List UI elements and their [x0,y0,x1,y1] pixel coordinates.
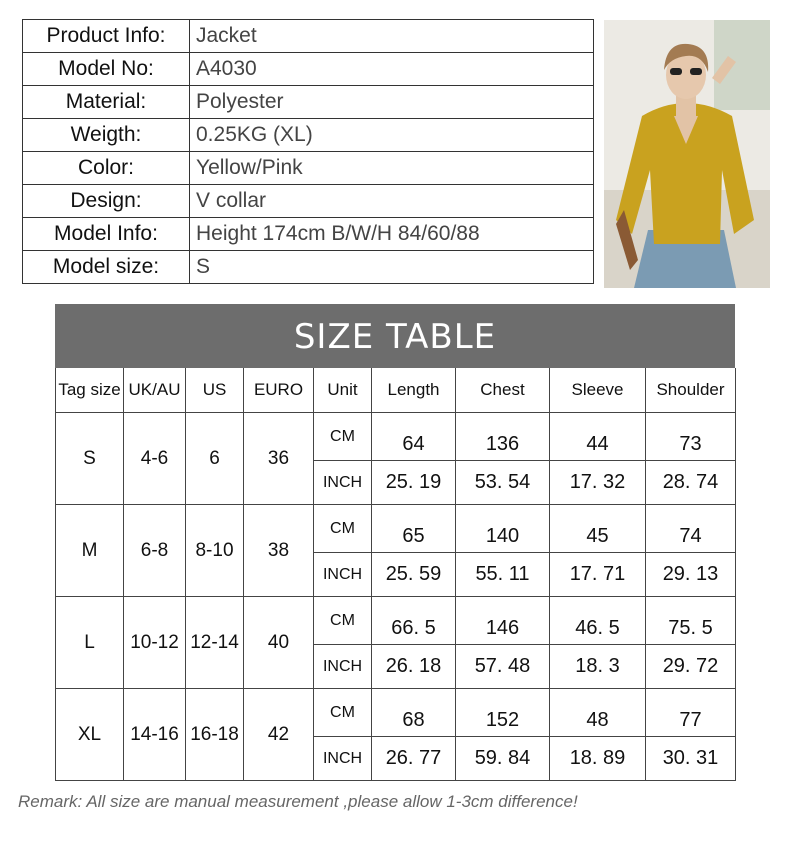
product-info-value: Polyester [190,86,594,119]
us-cell: 12-14 [186,597,244,689]
shoulder-inch-cell: 30. 31 [646,737,736,781]
product-info-row [23,119,594,152]
tag-size-cell: S [56,413,124,505]
product-info-table [22,19,594,284]
product-info-value: V collar [190,185,594,218]
size-row-cm [56,505,736,553]
unit-inch-cell: INCH [314,553,372,597]
sleeve-inch-cell: 17. 32 [550,461,646,505]
header-us: US [186,368,244,413]
size-table-title: SIZE TABLE [55,304,735,368]
uk-au-cell: 6-8 [124,505,186,597]
remark-note: Remark: All size are manual measurement ,please allow 1-3cm difference! [18,792,578,811]
euro-cell: 38 [244,505,314,597]
product-info-value: Height 174cm B/W/H 84/60/88 [190,218,594,251]
length-cm-cell: 66. 5 [372,597,456,645]
length-inch-cell: 25. 19 [372,461,456,505]
header-chest: Chest [456,368,550,413]
shoulder-inch-cell: 29. 72 [646,645,736,689]
unit-inch-cell: INCH [314,737,372,781]
size-row-cm [56,597,736,645]
shoulder-cm-cell: 75. 5 [646,597,736,645]
shoulder-inch-cell: 28. 74 [646,461,736,505]
sleeve-cm-cell: 46. 5 [550,597,646,645]
product-info-row [23,86,594,119]
sleeve-cm-cell: 44 [550,413,646,461]
size-row-cm [56,689,736,737]
product-info-label: Weigth: [23,119,190,152]
tag-size-cell: L [56,597,124,689]
chest-cm-cell: 146 [456,597,550,645]
chest-inch-cell: 55. 11 [456,553,550,597]
sleeve-inch-cell: 17. 71 [550,553,646,597]
chest-inch-cell: 57. 48 [456,645,550,689]
header-shoulder: Shoulder [646,368,736,413]
product-info-value: S [190,251,594,284]
tag-size-cell: XL [56,689,124,781]
length-cm-cell: 65 [372,505,456,553]
uk-au-cell: 14-16 [124,689,186,781]
product-info-row [23,20,594,53]
product-info-row [23,218,594,251]
unit-cm-cell: CM [314,597,372,645]
us-cell: 6 [186,413,244,505]
header-length: Length [372,368,456,413]
product-info-label: Model size: [23,251,190,284]
product-info-label: Model No: [23,53,190,86]
length-cm-cell: 64 [372,413,456,461]
header-euro: EURO [244,368,314,413]
euro-cell: 36 [244,413,314,505]
uk-au-cell: 4-6 [124,413,186,505]
model-photo [604,20,770,288]
product-info-label: Color: [23,152,190,185]
sleeve-cm-cell: 48 [550,689,646,737]
size-row-cm [56,413,736,461]
product-info-row [23,53,594,86]
uk-au-cell: 10-12 [124,597,186,689]
unit-inch-cell: INCH [314,461,372,505]
product-info-label: Material: [23,86,190,119]
length-inch-cell: 26. 18 [372,645,456,689]
product-info-row [23,185,594,218]
product-info-label: Design: [23,185,190,218]
sleeve-inch-cell: 18. 3 [550,645,646,689]
shoulder-cm-cell: 73 [646,413,736,461]
chest-inch-cell: 59. 84 [456,737,550,781]
product-info-label: Model Info: [23,218,190,251]
unit-cm-cell: CM [314,689,372,737]
shoulder-cm-cell: 74 [646,505,736,553]
header-uk-au: UK/AU [124,368,186,413]
product-info-value: 0.25KG (XL) [190,119,594,152]
unit-cm-cell: CM [314,505,372,553]
shoulder-cm-cell: 77 [646,689,736,737]
chest-cm-cell: 140 [456,505,550,553]
product-info-row [23,152,594,185]
product-info-value: Jacket [190,20,594,53]
length-inch-cell: 25. 59 [372,553,456,597]
euro-cell: 40 [244,597,314,689]
product-info-value: Yellow/Pink [190,152,594,185]
chest-cm-cell: 152 [456,689,550,737]
product-info-value: A4030 [190,53,594,86]
shoulder-inch-cell: 29. 13 [646,553,736,597]
chest-inch-cell: 53. 54 [456,461,550,505]
length-inch-cell: 26. 77 [372,737,456,781]
us-cell: 8-10 [186,505,244,597]
chest-cm-cell: 136 [456,413,550,461]
product-info-label: Product Info: [23,20,190,53]
sleeve-inch-cell: 18. 89 [550,737,646,781]
unit-cm-cell: CM [314,413,372,461]
euro-cell: 42 [244,689,314,781]
length-cm-cell: 68 [372,689,456,737]
us-cell: 16-18 [186,689,244,781]
header-unit: Unit [314,368,372,413]
product-info-row [23,251,594,284]
tag-size-cell: M [56,505,124,597]
sleeve-cm-cell: 45 [550,505,646,553]
unit-inch-cell: INCH [314,645,372,689]
size-table [55,368,736,781]
header-tag-size: Tag size [56,368,124,413]
header-sleeve: Sleeve [550,368,646,413]
size-table-header [56,368,736,413]
